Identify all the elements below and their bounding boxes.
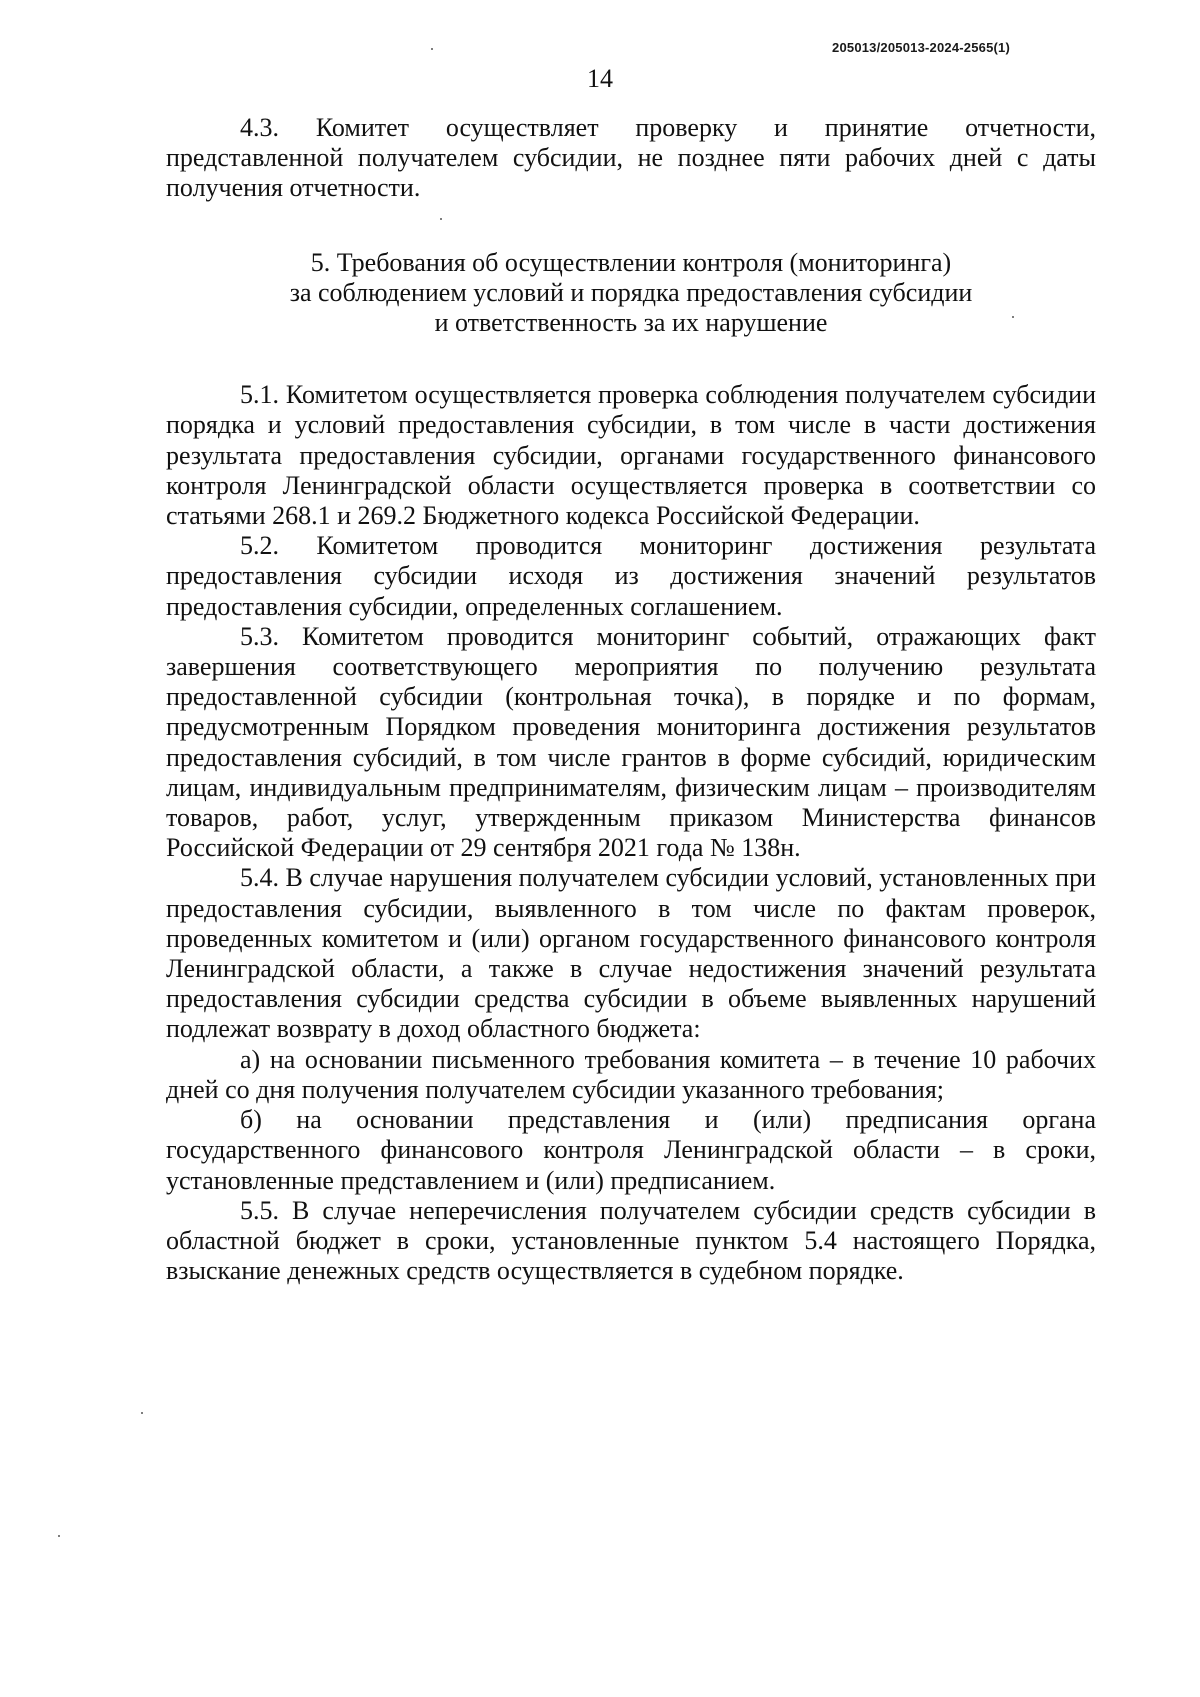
document-id: 205013/205013-2024-2565(1): [832, 40, 1010, 55]
page-number: 14: [587, 64, 613, 93]
paragraph-5-5: 5.5. В случае неперечисления получателем субсидии средств субсидии в областной бюджет в сроки, установленные пунктом 5.4 настоящего Порядка, взыскание денежных средств осуществляется в судебном порядке.: [166, 1195, 1096, 1286]
paragraph-5-4-a: а) на основании письменного требования комитета – в течение 10 рабочих дней со дня получения получателем субсидии указанного требования;: [166, 1044, 1096, 1104]
document-body: [166, 113, 1096, 1286]
scan-speck: [1012, 316, 1014, 318]
section-heading-line: 5. Требования об осуществлении контроля (мониторинга): [310, 247, 952, 277]
scan-speck: [431, 48, 433, 50]
paragraph-5-3: 5.3. Комитетом проводится мониторинг событий, отражающих факт завершения соответствующего мероприятия по получению результата предоставленной субсидии (контрольная точка), в порядке и по формам, предусмотренным Порядком проведения мониторинга достижения результатов предоставления субсидий, в том числе грантов в форме субсидий, юридическим лицам, индивидуальным предпринимателям, физическим лицам – производителям товаров, работ, услуг, утвержденным приказом Министерства финансов Российской Федерации от 29 сентября 2021 года № 138н.: [166, 621, 1096, 863]
scan-speck: [440, 218, 442, 220]
section-heading-line: за соблюдением условий и порядка предоставления субсидии: [289, 277, 973, 307]
scan-speck: [141, 1412, 143, 1414]
scan-speck: [58, 1535, 60, 1537]
paragraph-5-2: 5.2. Комитетом проводится мониторинг достижения результата предоставления субсидии исходя из достижения значений результатов предоставления субсидии, определенных соглашением.: [166, 531, 1096, 621]
paragraph-5-1: 5.1. Комитетом осуществляется проверка соблюдения получателем субсидии порядка и условий предоставления субсидии, в том числе в части достижения результата предоставления субсидии, органами государственного финансового контроля Ленинградской области осуществляется проверка в соответствии со статьями 268.1 и 269.2 Бюджетного кодекса Российской Федерации.: [166, 380, 1096, 531]
paragraph-5-4-b: б) на основании представления и (или) предписания органа государственного финансового контроля Ленинградской области – в сроки, установленные представлением и (или) предписанием.: [166, 1105, 1096, 1195]
paragraph-4-3: 4.3. Комитет осуществляет проверку и принятие отчетности, представленной получателем субсидии, не позднее пяти рабочих дней с даты получения отчетности.: [166, 113, 1096, 203]
section-heading-line: и ответственность за их нарушение: [434, 308, 828, 338]
section-heading-5: [166, 248, 1096, 339]
paragraph-5-4: 5.4. В случае нарушения получателем субсидии условий, установленных при предоставления субсидии, выявленного в том числе по фактам проверок, проведенных комитетом и (или) органом государственного финансового контроля Ленинградской области, а также в случае недостижения значений результата предоставления субсидии средства субсидии в объеме выявленных нарушений подлежат возврату в доход областного бюджета:: [166, 863, 1096, 1044]
